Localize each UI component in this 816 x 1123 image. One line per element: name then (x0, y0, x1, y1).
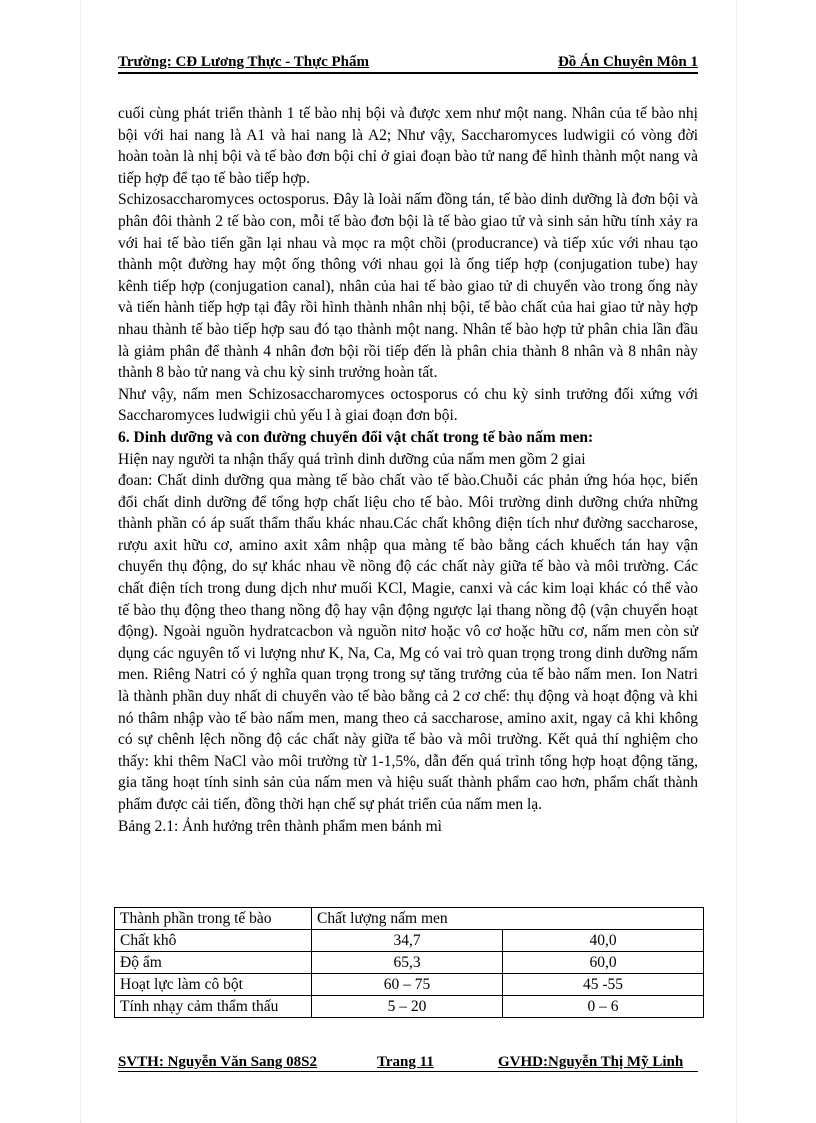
table-row (115, 930, 704, 952)
paragraph-1: cuối cùng phát triển thành 1 tế bào nhị bội và được xem như một nang. Nhân của tế bào nhị bội với hai nang là A1 và hai nang là A2; Như vậy, Saccharomyces ludwigii có vòng đời hoàn toàn là nhị bội và tế bào đơn bội chỉ ở giai đoạn bào tử nang để hình thành một nang và tiếp hợp để tạo tế bào tiếp hợp. (118, 105, 698, 187)
page-margin-guide-left (80, 0, 81, 1123)
paragraph-3: Như vậy, nấm men Schizosaccharomyces octosporus có chu kỳ sinh trưởng đối xứng với Saccharomyces ludwigii chủ yếu l à giai đoạn đơn bội. (118, 385, 698, 425)
header-course: Đồ Án Chuyên Môn 1 (557, 54, 698, 70)
paragraph-4: Hiện nay người ta nhận thấy quá trình dinh dưỡng của nấm men gồm 2 giai (118, 450, 586, 468)
table-header-cell: Chất lượng nấm men (312, 908, 704, 930)
table-cell: 34,7 (312, 930, 503, 952)
document-body (118, 103, 698, 837)
header-school: Trường: CĐ Lương Thực - Thực Phẩm (118, 54, 369, 70)
table-header-cell: Thành phần trong tế bào (115, 908, 312, 930)
footer-page-number: Trang 11 (377, 1054, 434, 1070)
table-cell: 45 -55 (503, 974, 704, 996)
page-footer (118, 1054, 698, 1076)
table-row (115, 974, 704, 996)
table-cell: Chất khô (115, 930, 312, 952)
table-cell: 5 – 20 (312, 996, 503, 1018)
table-cell: Hoạt lực làm cô bột (115, 974, 312, 996)
table-header-row (115, 908, 704, 930)
table-row (115, 952, 704, 974)
page-header (118, 52, 698, 74)
table-cell: 0 – 6 (503, 996, 704, 1018)
footer-student: SVTH: Nguyễn Văn Sang 08S2 (118, 1054, 317, 1070)
table-cell: 60 – 75 (312, 974, 503, 996)
table-cell: Tính nhạy cảm thẩm thấu (115, 996, 312, 1018)
footer-rule (118, 1071, 698, 1072)
footer-advisor: GVHD:Nguyễn Thị Mỹ Linh (498, 1054, 684, 1070)
paragraph-5: đoan: Chất dinh dưỡng qua màng tế bào chất vào tế bào.Chuỗi các phản ứng hóa học, biến đổi chất dinh dưỡng để tổng hợp chất liệu cho tế bào. Môi trường dinh dưỡng chứa những thành phần có áp suất thẩm thấu khác nhau.Các chất không điện tích như đường saccharose, rượu axit hữu cơ, amino axit xâm nhập qua màng tế bào bằng cách khuếch tán hay vận chuyển thụ động, do sự khác nhau về nồng độ các chất này giữa tế bào và môi trường. Các chất điện tích trong dung dịch như muối KCl, Magie, canxi và các kim loại khác có thể vào tế bào thụ động theo thang nồng độ hay vận động ngược lại thang nồng độ (vận chuyển hoạt động). Ngoài nguồn hydratcacbon và nguồn nitơ hoặc vô cơ hoặc hữu cơ, nấm men còn sử dụng các nguyên tố vi lượng như K, Na, Ca, Mg có vai trò quan trọng trong dinh dưỡng nấm men. Riêng Natri có ý nghĩa quan trọng trong sự tăng trưởng của tế bào nấm men. Ion Natri là thành phần duy nhất di chuyển vào tế bào bằng cả 2 cơ chế: thụ động và hoạt động và khi nó thâm nhập vào tế bào nấm men, mang theo cả saccharose, amino axit, ngay cả khi không có sự chênh lệch nồng độ các chất này giữa tế bào và môi trường. Kết quả thí nghiệm cho thấy: khi thêm NaCl vào môi trường từ 1-1,5%, dẫn đến quá trình tổng hợp hoạt động tăng, gia tăng hoạt tính sinh sản của nấm men và hiệu suất thành phẩm cao hơn, phẩm chất thành phẩm được cải tiến, đồng thời hạn chế sự phát triển của nấm men lạ. (118, 472, 698, 813)
section-heading: 6. Dinh dưỡng và con đường chuyển đổi vật chất trong tế bào nấm men: (118, 428, 594, 446)
yeast-quality-table (114, 907, 704, 1018)
table-cell: 65,3 (312, 952, 503, 974)
table-caption: Bảng 2.1: Ảnh hưởng trên thành phẩm men bánh mì (118, 817, 442, 835)
page-margin-guide-right (736, 0, 737, 1123)
table-cell: Độ ẩm (115, 952, 312, 974)
paragraph-2: Schizosaccharomyces octosporus. Đây là loài nấm đồng tán, tế bào dinh dưỡng là đơn bội và phân đôi thành 2 tế bào con, mỗi tế bào đơn bội là tế bào giao tử và sinh sản hữu tính xảy ra với hai tế bào tiến gần lại nhau và mọc ra một chồi (producrance) và tiếp xúc với nhau tạo thành một đường hay một ống thông với nhau gọi là ống tiếp hợp (conjugation tube) hay kênh tiếp hợp (conjugation canal), nhân của hai tế bào giao tử di chuyển vào trong ống này và tiến hành tiếp hợp tại đây rồi hình thành nhân nhị bội, tế bào chất của hai giao tử này hợp nhau thành tế bào tiếp hợp sau đó tạo thành một nang. Nhân tế bào hợp tử phân chia lần đầu là giảm phân để thành 4 nhân đơn bội rồi tiếp đến là phân chia thành 8 nhân và 8 nhân này thành 8 bào tử nang và chu kỳ sinh trưởng hoàn tất. (118, 191, 698, 382)
table-cell: 60,0 (503, 952, 704, 974)
table-cell: 40,0 (503, 930, 704, 952)
table-row (115, 996, 704, 1018)
